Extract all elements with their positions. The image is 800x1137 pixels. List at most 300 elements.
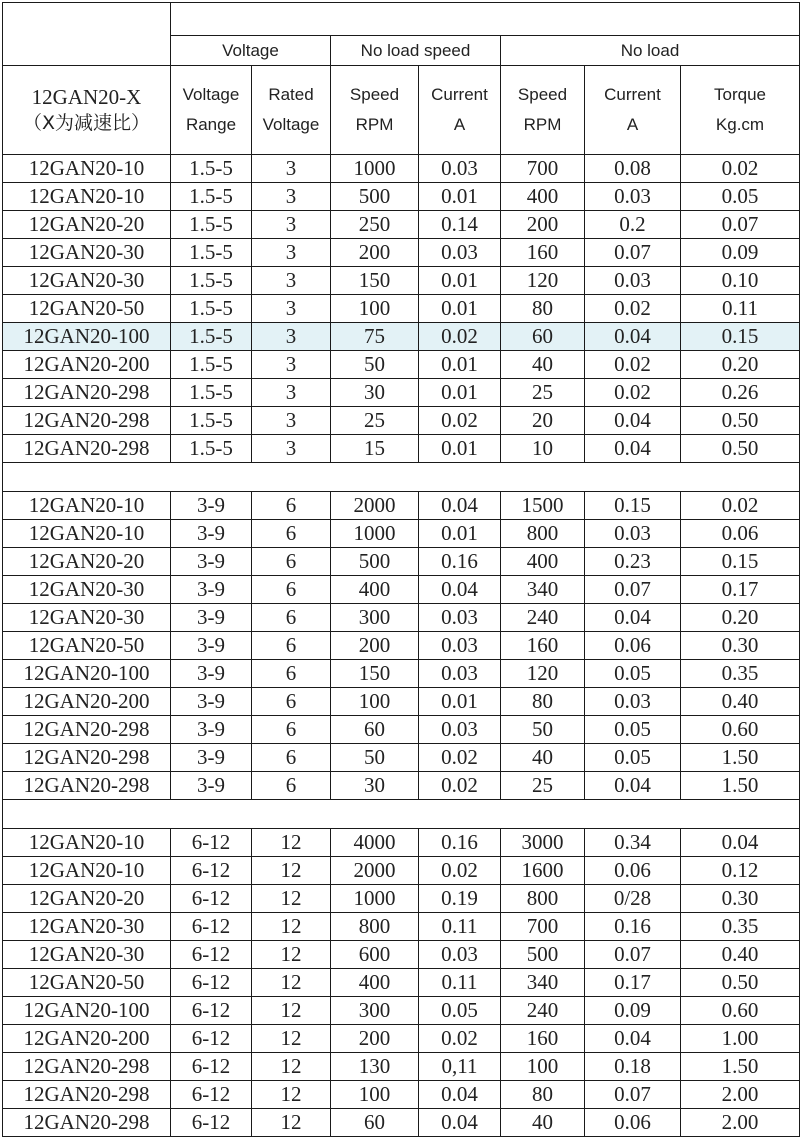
cell-noload-current: 0.15 (585, 492, 681, 520)
table-row (3, 604, 800, 632)
column-header-noload-speed-rpm (331, 66, 419, 155)
cell-noload-speed: 500 (501, 941, 585, 969)
cell-model: 12GAN20-30 (3, 941, 171, 969)
cell-rated-voltage: 6 (252, 716, 331, 744)
table-row (3, 716, 800, 744)
cell-noload-speed-current: 0.16 (419, 829, 501, 857)
cell-noload-speed-current: 0.02 (419, 772, 501, 800)
cell-torque: 0.35 (681, 913, 800, 941)
cell-voltage-range: 6-12 (171, 1025, 252, 1053)
cell-noload-current: 0.07 (585, 1081, 681, 1109)
cell-rated-voltage: 12 (252, 1109, 331, 1137)
column-header-line2: RPM (523, 115, 562, 134)
cell-torque: 1.50 (681, 772, 800, 800)
cell-rated-voltage: 3 (252, 239, 331, 267)
cell-voltage-range: 3-9 (171, 576, 252, 604)
cell-noload-speed-rpm: 200 (331, 239, 419, 267)
column-header-line2: A (453, 115, 466, 134)
cell-torque: 0.02 (681, 155, 800, 183)
cell-noload-speed-rpm: 25 (331, 407, 419, 435)
cell-noload-speed-current: 0.01 (419, 379, 501, 407)
column-header-line1: Voltage (182, 85, 240, 104)
cell-torque: 0.30 (681, 632, 800, 660)
cell-model: 12GAN20-30 (3, 239, 171, 267)
cell-voltage-range: 6-12 (171, 941, 252, 969)
cell-noload-speed-current: 0.03 (419, 604, 501, 632)
cell-model: 12GAN20-10 (3, 829, 171, 857)
group-voltage-header: Voltage (171, 36, 331, 66)
cell-rated-voltage: 3 (252, 379, 331, 407)
cell-rated-voltage: 12 (252, 913, 331, 941)
cell-noload-speed-rpm: 400 (331, 969, 419, 997)
cell-noload-speed-current: 0.11 (419, 969, 501, 997)
cell-noload-current: 0.04 (585, 323, 681, 351)
cell-torque: 0.50 (681, 435, 800, 463)
cell-noload-speed-current: 0.01 (419, 520, 501, 548)
cell-noload-current: 0.04 (585, 407, 681, 435)
cell-model: 12GAN20-10 (3, 492, 171, 520)
cell-voltage-range: 1.5-5 (171, 267, 252, 295)
cell-noload-speed: 340 (501, 969, 585, 997)
cell-noload-current: 0.03 (585, 267, 681, 295)
cell-rated-voltage: 6 (252, 772, 331, 800)
cell-noload-current: 0.02 (585, 351, 681, 379)
table-row (3, 267, 800, 295)
header-blank-band (171, 3, 800, 36)
cell-noload-speed: 25 (501, 379, 585, 407)
cell-voltage-range: 3-9 (171, 492, 252, 520)
cell-noload-speed: 400 (501, 548, 585, 576)
table-row (3, 323, 800, 351)
column-header-noload-speed-current (419, 66, 501, 155)
cell-model: 12GAN20-100 (3, 323, 171, 351)
column-header-line2: A (626, 115, 639, 134)
cell-noload-speed-rpm: 200 (331, 1025, 419, 1053)
cell-rated-voltage: 6 (252, 492, 331, 520)
cell-noload-speed: 1600 (501, 857, 585, 885)
table-row (3, 1025, 800, 1053)
cell-model: 12GAN20-20 (3, 548, 171, 576)
cell-noload-current: 0.03 (585, 520, 681, 548)
cell-voltage-range: 1.5-5 (171, 155, 252, 183)
cell-model: 12GAN20-10 (3, 155, 171, 183)
cell-voltage-range: 1.5-5 (171, 379, 252, 407)
cell-noload-speed-rpm: 30 (331, 379, 419, 407)
cell-noload-speed-rpm: 150 (331, 267, 419, 295)
cell-noload-speed-rpm: 500 (331, 548, 419, 576)
cell-voltage-range: 1.5-5 (171, 351, 252, 379)
cell-noload-speed: 50 (501, 716, 585, 744)
cell-voltage-range: 3-9 (171, 632, 252, 660)
cell-model: 12GAN20-30 (3, 913, 171, 941)
group-separator-row (3, 463, 800, 492)
cell-model: 12GAN20-50 (3, 969, 171, 997)
cell-noload-speed: 3000 (501, 829, 585, 857)
cell-rated-voltage: 6 (252, 660, 331, 688)
cell-noload-current: 0.02 (585, 379, 681, 407)
cell-noload-speed-current: 0.02 (419, 323, 501, 351)
cell-noload-speed: 400 (501, 183, 585, 211)
cell-noload-speed-current: 0.01 (419, 351, 501, 379)
cell-noload-speed: 10 (501, 435, 585, 463)
table-row (3, 857, 800, 885)
model-column-header (3, 66, 171, 155)
cell-noload-current: 0/28 (585, 885, 681, 913)
cell-noload-speed-current: 0.03 (419, 941, 501, 969)
cell-torque: 0.35 (681, 660, 800, 688)
cell-torque: 0.10 (681, 267, 800, 295)
cell-model: 12GAN20-200 (3, 351, 171, 379)
cell-noload-speed-rpm: 300 (331, 997, 419, 1025)
cell-rated-voltage: 12 (252, 997, 331, 1025)
cell-model: 12GAN20-298 (3, 379, 171, 407)
cell-noload-speed-current: 0.19 (419, 885, 501, 913)
table-row (3, 407, 800, 435)
cell-voltage-range: 3-9 (171, 772, 252, 800)
cell-noload-speed-current: 0.14 (419, 211, 501, 239)
cell-model: 12GAN20-298 (3, 1109, 171, 1137)
cell-model: 12GAN20-298 (3, 716, 171, 744)
table-row (3, 1109, 800, 1137)
cell-noload-current: 0.04 (585, 604, 681, 632)
cell-voltage-range: 1.5-5 (171, 183, 252, 211)
cell-noload-current: 0.04 (585, 1025, 681, 1053)
cell-noload-speed-rpm: 2000 (331, 857, 419, 885)
cell-noload-speed: 60 (501, 323, 585, 351)
cell-noload-current: 0.04 (585, 435, 681, 463)
cell-torque: 0.20 (681, 351, 800, 379)
cell-noload-speed: 160 (501, 632, 585, 660)
table-row (3, 744, 800, 772)
table-row (3, 435, 800, 463)
cell-model: 12GAN20-298 (3, 435, 171, 463)
cell-noload-current: 0.23 (585, 548, 681, 576)
cell-rated-voltage: 6 (252, 604, 331, 632)
cell-noload-speed: 1500 (501, 492, 585, 520)
cell-noload-current: 0.06 (585, 857, 681, 885)
column-header-line2: Kg.cm (715, 115, 765, 134)
model-title: 12GAN20-X (31, 85, 142, 109)
cell-noload-speed-rpm: 1000 (331, 885, 419, 913)
cell-noload-speed: 80 (501, 1081, 585, 1109)
cell-noload-speed-current: 0.04 (419, 492, 501, 520)
cell-noload-current: 0.05 (585, 744, 681, 772)
cell-noload-speed-rpm: 600 (331, 941, 419, 969)
cell-noload-current: 0.34 (585, 829, 681, 857)
cell-model: 12GAN20-200 (3, 1025, 171, 1053)
table-row (3, 941, 800, 969)
cell-voltage-range: 3-9 (171, 604, 252, 632)
cell-noload-current: 0.04 (585, 772, 681, 800)
table-row (3, 1053, 800, 1081)
cell-noload-current: 0.08 (585, 155, 681, 183)
cell-noload-speed-rpm: 4000 (331, 829, 419, 857)
cell-rated-voltage: 12 (252, 1081, 331, 1109)
cell-rated-voltage: 12 (252, 857, 331, 885)
column-header-line2: RPM (355, 115, 394, 134)
table-row (3, 351, 800, 379)
cell-rated-voltage: 12 (252, 885, 331, 913)
column-header-line2: Range (185, 115, 237, 134)
cell-rated-voltage: 12 (252, 1053, 331, 1081)
table-row (3, 155, 800, 183)
cell-model: 12GAN20-30 (3, 267, 171, 295)
group-noload-header: No load (501, 36, 800, 66)
cell-torque: 0.11 (681, 295, 800, 323)
column-header-torque (681, 66, 800, 155)
cell-rated-voltage: 12 (252, 829, 331, 857)
cell-model: 12GAN20-100 (3, 997, 171, 1025)
cell-rated-voltage: 3 (252, 323, 331, 351)
cell-torque: 0.60 (681, 997, 800, 1025)
table-row (3, 295, 800, 323)
column-header-line1: Speed (349, 85, 400, 104)
cell-noload-speed: 700 (501, 913, 585, 941)
cell-noload-speed-rpm: 130 (331, 1053, 419, 1081)
cell-voltage-range: 1.5-5 (171, 239, 252, 267)
cell-rated-voltage: 3 (252, 435, 331, 463)
cell-noload-speed: 120 (501, 267, 585, 295)
cell-noload-speed-rpm: 60 (331, 716, 419, 744)
header-column-row (3, 66, 800, 155)
header-top-row (3, 3, 800, 36)
cell-noload-speed-rpm: 500 (331, 183, 419, 211)
cell-voltage-range: 3-9 (171, 520, 252, 548)
cell-noload-speed-rpm: 150 (331, 660, 419, 688)
cell-rated-voltage: 6 (252, 744, 331, 772)
cell-torque: 0.12 (681, 857, 800, 885)
cell-noload-speed-rpm: 250 (331, 211, 419, 239)
cell-noload-speed-rpm: 30 (331, 772, 419, 800)
column-header-voltage-range (171, 66, 252, 155)
cell-noload-speed: 20 (501, 407, 585, 435)
cell-noload-current: 0.06 (585, 1109, 681, 1137)
cell-noload-current: 0.07 (585, 239, 681, 267)
cell-torque: 1.00 (681, 1025, 800, 1053)
cell-model: 12GAN20-50 (3, 632, 171, 660)
table-row (3, 548, 800, 576)
cell-noload-speed-current: 0.02 (419, 1025, 501, 1053)
cell-noload-speed-current: 0.04 (419, 576, 501, 604)
cell-model: 12GAN20-298 (3, 1053, 171, 1081)
cell-noload-speed: 240 (501, 997, 585, 1025)
cell-rated-voltage: 6 (252, 548, 331, 576)
cell-model: 12GAN20-298 (3, 407, 171, 435)
cell-noload-speed-current: 0.03 (419, 155, 501, 183)
cell-torque: 0.40 (681, 941, 800, 969)
cell-noload-speed-current: 0.04 (419, 1081, 501, 1109)
cell-torque: 0.07 (681, 211, 800, 239)
cell-rated-voltage: 3 (252, 267, 331, 295)
cell-torque: 0.40 (681, 688, 800, 716)
cell-noload-speed: 25 (501, 772, 585, 800)
table-row (3, 829, 800, 857)
cell-noload-speed-rpm: 100 (331, 688, 419, 716)
cell-noload-speed-rpm: 400 (331, 576, 419, 604)
cell-noload-speed-rpm: 800 (331, 913, 419, 941)
cell-voltage-range: 3-9 (171, 716, 252, 744)
cell-torque: 0.20 (681, 604, 800, 632)
cell-voltage-range: 6-12 (171, 997, 252, 1025)
cell-model: 12GAN20-10 (3, 857, 171, 885)
cell-noload-speed-current: 0.04 (419, 1109, 501, 1137)
cell-voltage-range: 6-12 (171, 969, 252, 997)
cell-voltage-range: 6-12 (171, 829, 252, 857)
cell-model: 12GAN20-298 (3, 772, 171, 800)
cell-rated-voltage: 6 (252, 632, 331, 660)
cell-rated-voltage: 3 (252, 183, 331, 211)
cell-torque: 1.50 (681, 1053, 800, 1081)
cell-noload-speed-current: 0.02 (419, 857, 501, 885)
column-header-line1: Speed (517, 85, 568, 104)
cell-noload-speed-rpm: 1000 (331, 155, 419, 183)
cell-rated-voltage: 12 (252, 941, 331, 969)
cell-noload-speed: 340 (501, 576, 585, 604)
cell-rated-voltage: 12 (252, 1025, 331, 1053)
cell-noload-speed-rpm: 75 (331, 323, 419, 351)
cell-model: 12GAN20-20 (3, 885, 171, 913)
cell-torque: 0.09 (681, 239, 800, 267)
table-row (3, 913, 800, 941)
cell-rated-voltage: 3 (252, 351, 331, 379)
cell-torque: 0.60 (681, 716, 800, 744)
cell-voltage-range: 1.5-5 (171, 435, 252, 463)
cell-rated-voltage: 3 (252, 211, 331, 239)
cell-noload-speed: 80 (501, 295, 585, 323)
cell-noload-speed-current: 0.01 (419, 295, 501, 323)
motor-spec-table (2, 2, 800, 1137)
cell-noload-speed: 200 (501, 211, 585, 239)
cell-torque: 0.26 (681, 379, 800, 407)
cell-model: 12GAN20-10 (3, 183, 171, 211)
cell-noload-speed-rpm: 2000 (331, 492, 419, 520)
column-header-noload-current (585, 66, 681, 155)
cell-voltage-range: 3-9 (171, 660, 252, 688)
cell-noload-speed-current: 0.01 (419, 688, 501, 716)
table-row (3, 239, 800, 267)
cell-noload-speed-rpm: 50 (331, 351, 419, 379)
column-header-rated-voltage (252, 66, 331, 155)
cell-voltage-range: 1.5-5 (171, 407, 252, 435)
table-row (3, 520, 800, 548)
table-row (3, 885, 800, 913)
cell-model: 12GAN20-298 (3, 744, 171, 772)
cell-noload-speed-current: 0.11 (419, 913, 501, 941)
cell-noload-speed-current: 0.01 (419, 267, 501, 295)
cell-torque: 0.02 (681, 492, 800, 520)
cell-rated-voltage: 12 (252, 969, 331, 997)
cell-rated-voltage: 6 (252, 520, 331, 548)
cell-noload-speed: 40 (501, 1109, 585, 1137)
cell-noload-speed-current: 0.02 (419, 744, 501, 772)
cell-noload-speed-current: 0.16 (419, 548, 501, 576)
cell-torque: 2.00 (681, 1081, 800, 1109)
cell-noload-speed-rpm: 100 (331, 295, 419, 323)
table-row (3, 997, 800, 1025)
cell-noload-current: 0.03 (585, 183, 681, 211)
cell-torque: 0.30 (681, 885, 800, 913)
group-separator-row (3, 800, 800, 829)
cell-noload-speed: 160 (501, 239, 585, 267)
group-separator-cell (3, 463, 800, 492)
cell-noload-current: 0.09 (585, 997, 681, 1025)
cell-voltage-range: 6-12 (171, 1081, 252, 1109)
cell-torque: 0.04 (681, 829, 800, 857)
cell-rated-voltage: 3 (252, 155, 331, 183)
cell-noload-speed-current: 0.03 (419, 716, 501, 744)
table-row (3, 183, 800, 211)
model-note: （X为减速比） (22, 112, 151, 134)
cell-noload-speed: 40 (501, 351, 585, 379)
cell-voltage-range: 6-12 (171, 885, 252, 913)
cell-model: 12GAN20-20 (3, 211, 171, 239)
cell-noload-current: 0.07 (585, 941, 681, 969)
column-header-line1: Rated (268, 85, 314, 104)
table-body (3, 3, 800, 1137)
cell-noload-current: 0.2 (585, 211, 681, 239)
cell-noload-speed: 240 (501, 604, 585, 632)
cell-noload-speed-current: 0.01 (419, 183, 501, 211)
cell-noload-speed-rpm: 60 (331, 1109, 419, 1137)
cell-noload-current: 0.06 (585, 632, 681, 660)
cell-noload-speed-rpm: 300 (331, 604, 419, 632)
cell-noload-speed-current: 0.03 (419, 632, 501, 660)
cell-noload-current: 0.17 (585, 969, 681, 997)
cell-noload-current: 0.02 (585, 295, 681, 323)
cell-model: 12GAN20-30 (3, 604, 171, 632)
group-noload-speed-header: No load speed (331, 36, 501, 66)
table-row (3, 772, 800, 800)
cell-noload-speed: 40 (501, 744, 585, 772)
cell-noload-speed: 160 (501, 1025, 585, 1053)
cell-torque: 0.15 (681, 548, 800, 576)
cell-torque: 0.50 (681, 407, 800, 435)
cell-noload-speed-rpm: 200 (331, 632, 419, 660)
cell-rated-voltage: 6 (252, 576, 331, 604)
cell-noload-speed: 80 (501, 688, 585, 716)
cell-torque: 2.00 (681, 1109, 800, 1137)
cell-noload-speed: 700 (501, 155, 585, 183)
cell-torque: 0.50 (681, 969, 800, 997)
cell-rated-voltage: 6 (252, 688, 331, 716)
cell-noload-speed-rpm: 50 (331, 744, 419, 772)
cell-noload-current: 0.05 (585, 660, 681, 688)
cell-voltage-range: 6-12 (171, 857, 252, 885)
cell-voltage-range: 3-9 (171, 744, 252, 772)
cell-voltage-range: 6-12 (171, 1109, 252, 1137)
cell-torque: 1.50 (681, 744, 800, 772)
cell-model: 12GAN20-298 (3, 1081, 171, 1109)
column-header-line1: Current (431, 85, 488, 104)
cell-model: 12GAN20-100 (3, 660, 171, 688)
table-row (3, 688, 800, 716)
cell-noload-speed: 800 (501, 520, 585, 548)
table-row (3, 576, 800, 604)
cell-voltage-range: 6-12 (171, 913, 252, 941)
column-header-line1: Torque (714, 85, 766, 104)
column-header-noload-speed (501, 66, 585, 155)
cell-noload-speed-current: 0.05 (419, 997, 501, 1025)
cell-voltage-range: 1.5-5 (171, 323, 252, 351)
cell-noload-current: 0.03 (585, 688, 681, 716)
cell-rated-voltage: 3 (252, 407, 331, 435)
cell-voltage-range: 1.5-5 (171, 211, 252, 239)
cell-rated-voltage: 3 (252, 295, 331, 323)
cell-torque: 0.17 (681, 576, 800, 604)
cell-voltage-range: 1.5-5 (171, 295, 252, 323)
cell-noload-speed-current: 0.02 (419, 407, 501, 435)
header-blank-cell (3, 3, 171, 66)
